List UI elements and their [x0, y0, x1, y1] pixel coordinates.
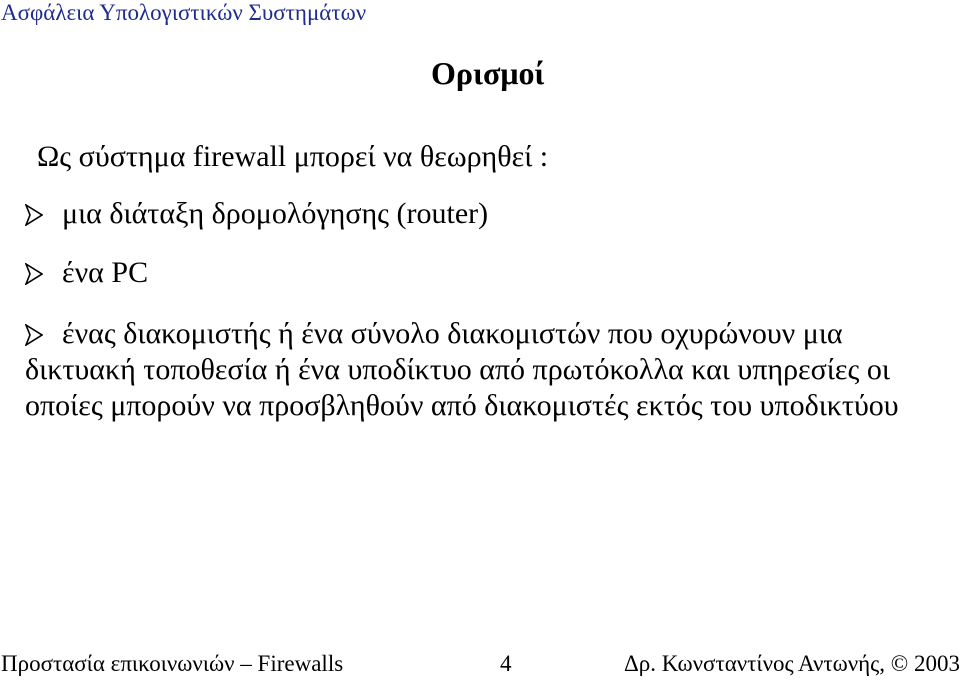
arrowhead-bullet-icon	[25, 263, 43, 285]
bullet-item-router	[25, 196, 488, 232]
slide-title: Ορισμοί	[431, 55, 545, 91]
intro-text: Ως σύστημα firewall μπορεί να θεωρηθεί :	[37, 140, 549, 173]
arrowhead-bullet-icon	[25, 204, 43, 226]
bullet-text: ένας διακομιστής ή ένα σύνολο διακομιστών που οχυρώνουν μια δικτυακή τοποθεσία ή ένα υποδίκτυο από πρωτόκολλα και υπηρεσίες οι οποίες μπορούν να προσβληθούν από διακομιστές εκτός του υποδικτύου	[25, 317, 899, 422]
arrowhead-bullet-icon	[25, 324, 43, 346]
footer-topic: Προστασία επικοινωνιών – Firewalls	[1, 651, 344, 676]
footer-author: Δρ. Κωνσταντίνος Αντωνής, © 2003	[623, 651, 960, 676]
page-number: 4	[500, 651, 512, 676]
bullet-text: ένα PC	[62, 256, 149, 289]
bullet-item-pc	[25, 255, 148, 291]
course-title: Ασφάλεια Υπολογιστικών Συστημάτων	[1, 0, 367, 25]
bullet-item-servers	[25, 316, 945, 424]
bullet-text: μια διάταξη δρομολόγησης (router)	[62, 197, 489, 230]
